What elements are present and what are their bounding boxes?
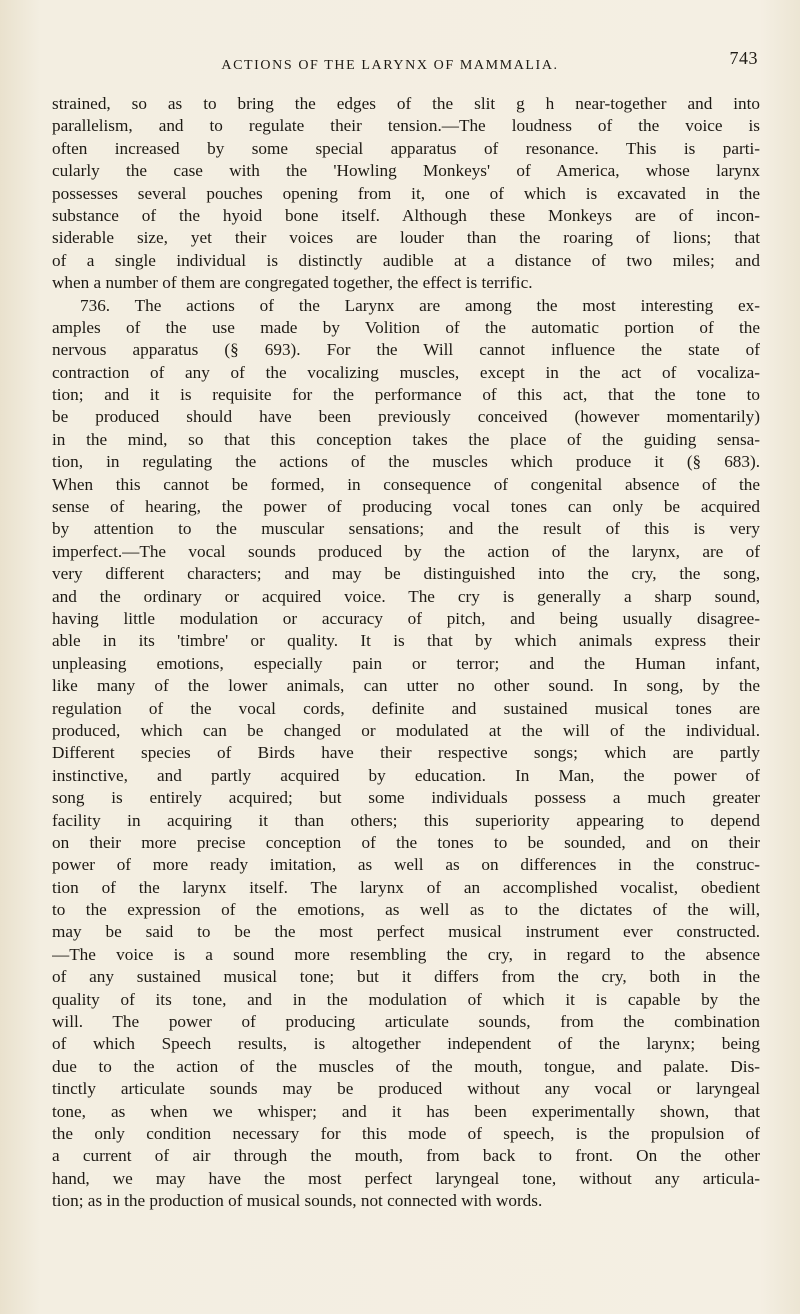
text-line: tone, as when we whisper; and it has been experimentally shown, that: [52, 1101, 760, 1121]
text-line: may be said to be the most perfect musical instrument ever constructed.: [52, 922, 760, 942]
page-number: 743: [729, 48, 758, 68]
text-line: the only condition necessary for this mode of speech, is the propulsion of: [52, 1123, 760, 1143]
text-line: facility in acquiring it than others; this superiority appearing to depend: [52, 810, 760, 830]
text-line: strained, so as to bring the edges of the slit g h near-together and into: [52, 94, 760, 113]
text-line: produced, which can be changed or modulated at the will of the individual.: [52, 720, 760, 740]
text-line: having little modulation or accuracy of pitch, and being usually disagree-: [52, 608, 760, 628]
text-line: unpleasing emotions, especially pain or terror; and the Human infant,: [52, 653, 760, 673]
text-line: tion; and it is requisite for the performance of this act, that the tone to: [52, 385, 760, 405]
text-line: very different characters; and may be distinguished into the cry, the song,: [52, 564, 760, 584]
text-line: tion, in regulating the actions of the muscles which produce it (§ 683).: [52, 452, 760, 472]
text-line: by attention to the muscular sensations; and the result of this is very: [52, 519, 760, 539]
text-line: hand, we may have the most perfect laryngeal tone, without any articula-: [52, 1168, 760, 1188]
text-line: substance of the hyoid bone itself. Although these Monkeys are of incon-: [52, 205, 760, 225]
text-line: power of more ready imitation, as well as on differences in the construc-: [52, 855, 760, 875]
text-line: possesses several pouches opening from it, one of which is excavated in the: [52, 183, 760, 203]
text-line: tinctly articulate sounds may be produced without any vocal or laryngeal: [52, 1079, 760, 1099]
text-line: will. The power of producing articulate sounds, from the combination: [52, 1012, 760, 1032]
text-line: instinctive, and partly acquired by education. In Man, the power of: [52, 765, 760, 785]
text-line: of which Speech results, is altogether independent of the larynx; being: [52, 1034, 760, 1054]
text-line: contraction of any of the vocalizing muscles, except in the act of vocaliza-: [52, 362, 760, 382]
text-line: like many of the lower animals, can utter no other sound. In song, by the: [52, 676, 760, 696]
text-line: regulation of the vocal cords, definite and sustained musical tones are: [52, 698, 760, 718]
text-line: of a single individual is distinctly audible at a distance of two miles; and: [52, 250, 760, 270]
text-line: cularly the case with the 'Howling Monkeys' of America, whose larynx: [52, 161, 760, 181]
text-line: When this cannot be formed, in consequence of congenital absence of the: [52, 474, 760, 494]
text-line: Different species of Birds have their respective songs; which are partly: [52, 743, 760, 763]
text-line: often increased by some special apparatus of resonance. This is parti-: [52, 138, 760, 158]
text-line: when a number of them are congregated together, the effect is terrific.: [52, 273, 533, 293]
text-line: tion of the larynx itself. The larynx of an accomplished vocalist, obedient: [52, 877, 760, 897]
text-line: parallelism, and to regulate their tension.—The loudness of the voice is: [52, 116, 760, 136]
text-line: due to the action of the muscles of the mouth, tongue, and palate. Dis-: [52, 1056, 760, 1076]
text-line: nervous apparatus (§ 693). For the Will cannot influence the state of: [52, 340, 760, 360]
text-line: in the mind, so that this conception takes the place of the guiding sensa-: [52, 429, 760, 449]
text-line: amples of the use made by Volition of the automatic portion of the: [52, 317, 760, 337]
text-line: imperfect.—The vocal sounds produced by the action of the larynx, are of: [52, 541, 760, 561]
text-line: sense of hearing, the power of producing vocal tones can only be acquired: [52, 497, 760, 517]
text-line: tion; as in the production of musical sounds, not connected with words.: [52, 1191, 543, 1211]
text-line: siderable size, yet their voices are louder than the roaring of lions; that: [52, 228, 760, 248]
text-line: quality of its tone, and in the modulation of which it is capable by the: [52, 989, 760, 1009]
body-text: [52, 93, 760, 1213]
text-line: song is entirely acquired; but some individuals possess a much greater: [52, 788, 760, 808]
text-line: a current of air through the mouth, from back to front. On the other: [52, 1146, 760, 1166]
text-line: and the ordinary or acquired voice. The cry is generally a sharp sound,: [52, 586, 760, 606]
section-start-line: 736. The actions of the Larynx are among the most interesting ex-: [80, 295, 760, 315]
text-line: on their more precise conception of the tones to be sounded, and on their: [52, 832, 760, 852]
running-head: ACTIONS OF THE LARYNX OF MAMMALIA.: [221, 58, 559, 73]
text-line: to the expression of the emotions, as well as to the dictates of the will,: [52, 900, 760, 920]
text-line: able in its 'timbre' or quality. It is that by which animals express their: [52, 631, 760, 651]
text-line: be produced should have been previously conceived (however momentarily): [52, 407, 760, 427]
text-line: of any sustained musical tone; but it differs from the cry, both in the: [52, 967, 760, 987]
text-line: —The voice is a sound more resembling the cry, in regard to the absence: [52, 944, 760, 964]
